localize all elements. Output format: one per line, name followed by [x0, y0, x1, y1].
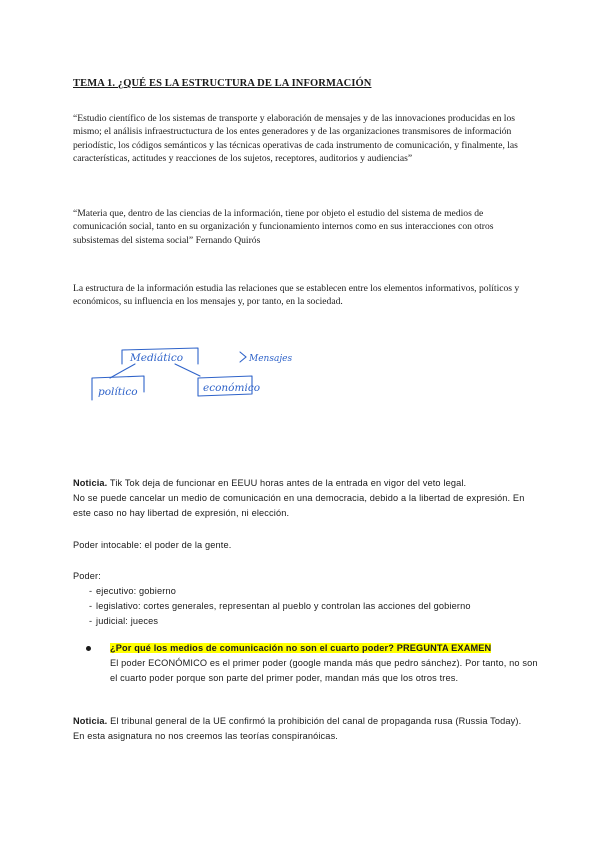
page-title: TEMA 1. ¿QUÉ ES LA ESTRUCTURA DE LA INFORMACIÓN: [73, 78, 372, 89]
noticia-label: Noticia.: [73, 716, 108, 726]
mediatico-label: Mediático: [130, 352, 184, 364]
list-item: - legislativo: cortes generales, representan al pueblo y controlan las acciones del gobierno: [73, 599, 543, 614]
noticia-rt-text: El tribunal general de la UE confirmó la prohibición del canal de propaganda rusa (Russia Today).: [107, 716, 522, 726]
link-mediatico-economico: [175, 364, 200, 376]
noticia-label: Noticia.: [73, 478, 108, 488]
mensajes-label: Mensajes: [249, 354, 293, 364]
exam-question-answer: El poder ECONÓMICO es el primer poder (google manda más que pedro sánchez). Por tanto, no son el cuarto poder porque son parte del primer poder, mandan más que los otros tres.: [110, 658, 538, 683]
conspiracy-note: En esta asignatura no nos creemos las teorías conspiranóicas.: [73, 731, 339, 741]
noticia-russia-today: [73, 714, 543, 744]
noticia-tiktok-text: Tik Tok deja de funcionar en EEUU horas antes de la entrada en vigor del veto legal.: [107, 478, 467, 488]
structure-definition: La estructura de la información estudia las relaciones que se establecen entre los elementos informativos, políticos y económicos, su influencia en los mensajes y, por tanto, en la sociedad.: [73, 283, 520, 308]
poder-heading: Poder:: [73, 571, 101, 581]
politico-label: político: [98, 386, 138, 398]
bullet-icon: [86, 646, 91, 651]
arrow-to-mensajes: [240, 352, 246, 362]
poder-intocable: Poder intocable: el poder de la gente.: [73, 540, 232, 550]
link-mediatico-politico: [110, 364, 135, 378]
list-item: - ejecutivo: gobierno: [73, 584, 543, 599]
quote-definition-1: “Estudio científico de los sistemas de transporte y elaboración de mensajes y de las innovaciones producidas en los mismo; el análisis infraestructuctura de los entes generadores y de las organizaciones transmisores de información periodístic, los códigos semánticos y las técnicas operativas de cada instrumento de comunicación, y finalmente, las características, actitudes y reacciones de los sujetos, receptores, auditorios y audiencias”: [73, 113, 518, 164]
exam-question: [88, 641, 538, 686]
handwritten-diagram: [80, 340, 310, 415]
poder-section: [73, 569, 543, 629]
economico-label: económico: [203, 382, 261, 394]
exam-question-highlight: ¿Por qué los medios de comunicación no son el cuarto poder? PREGUNTA EXAMEN: [110, 643, 492, 653]
poder-list: [73, 584, 543, 629]
quote-definition-2: “Materia que, dentro de las ciencias de la información, tiene por objeto el estudio del sistema de medios de comunicación social, tanto en su organización y funcionamiento internos como en sus interacciones con otros subsistemas del sistema social” Fernando Quirós: [73, 208, 494, 246]
noticia-tiktok: [73, 476, 543, 521]
noticia-tiktok-comment: No se puede cancelar un medio de comunicación en una democracia, debido a la libertad de expresión. En este caso no hay libertad de expresión, ni elección.: [73, 493, 525, 518]
list-item: - judicial: jueces: [73, 614, 543, 629]
